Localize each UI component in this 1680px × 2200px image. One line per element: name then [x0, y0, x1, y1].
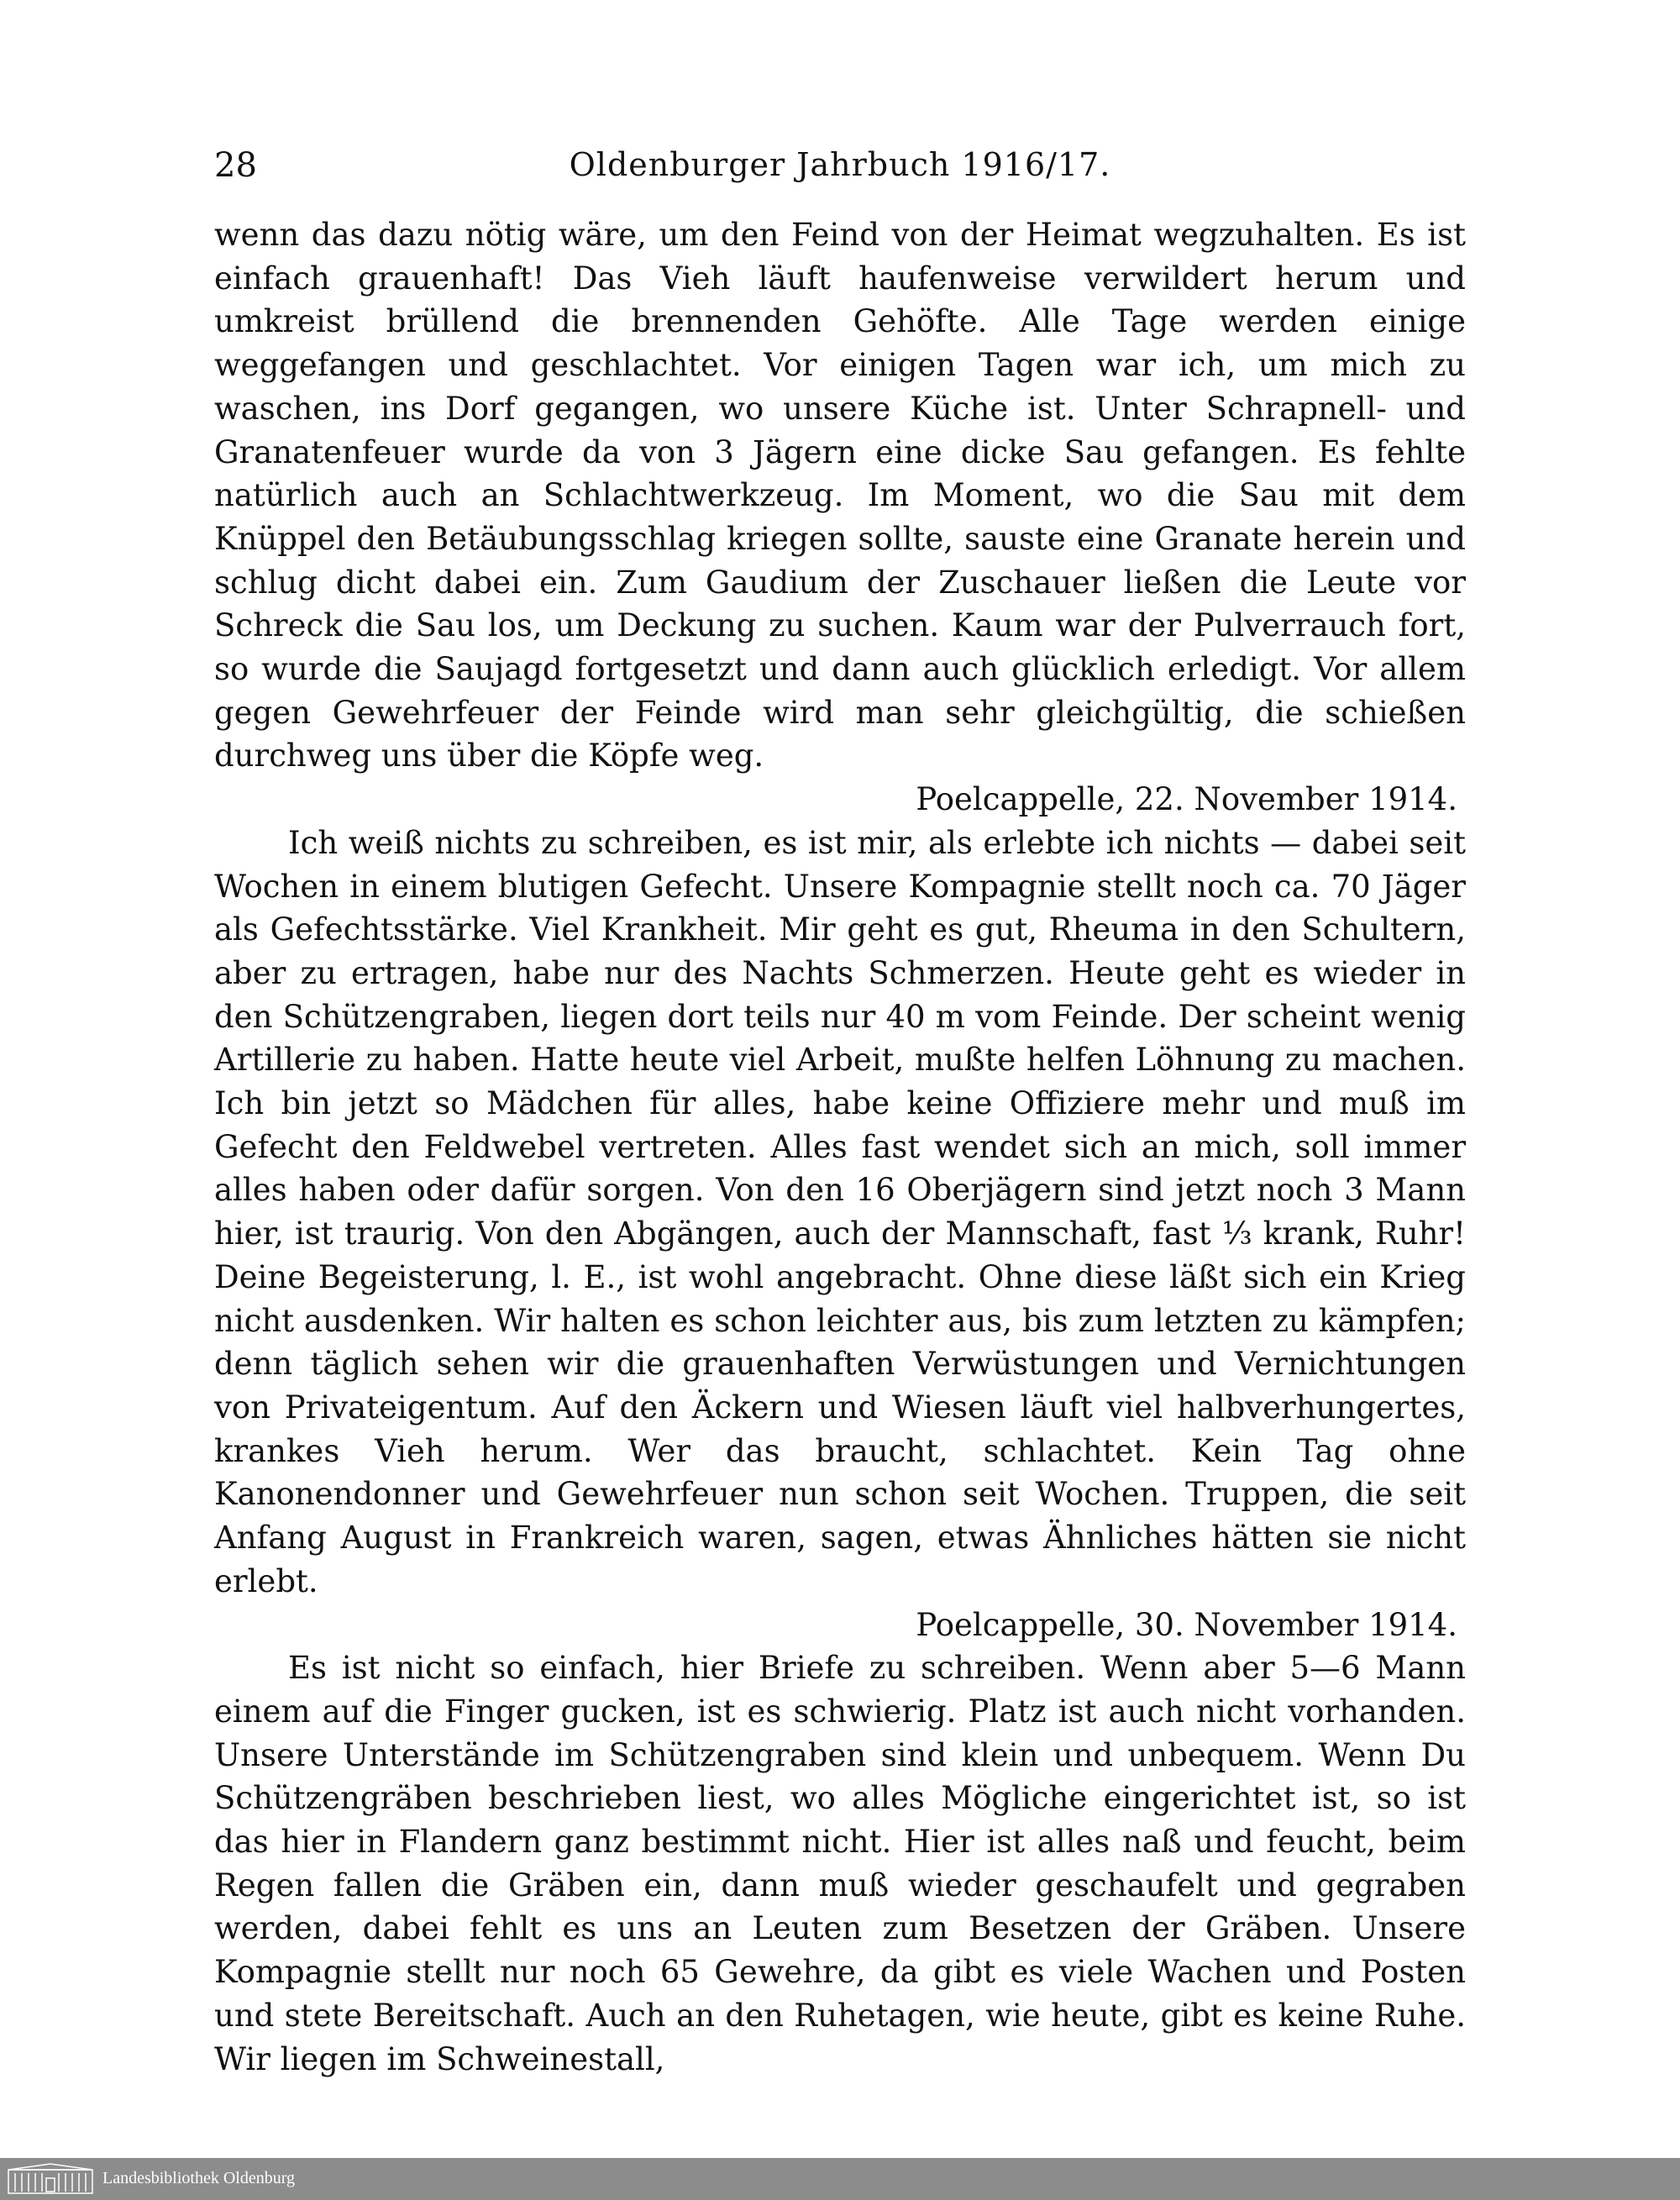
dateline-2: Poelcappelle, 30. November 1914.	[916, 1606, 1457, 1643]
body-text	[214, 213, 1466, 2081]
paragraph-1: wenn das dazu nötig wäre, um den Feind von der Heimat wegzuhalten. Es ist einfach grauenhaft! Das Vieh läuft haufenweise verwildert herum und umkreist brüllend die brennenden Gehöfte. Alle Tage werden einige weggefangen und geschlachtet. Vor einigen Tagen war ich, um mich zu waschen, ins Dorf gegangen, wo unsere Küche ist. Unter Schrapnell- und Granatenfeuer wurde da von 3 Jägern eine dicke Sau gefangen. Es fehlte natürlich auch an Schlachtwerkzeug. Im Moment, wo die Sau mit dem Knüppel den Betäubungsschlag kriegen sollte, sauste eine Granate herein und schlug dicht dabei ein. Zum Gaudium der Zuschauer ließen die Leute vor Schreck die Sau los, um Deckung zu suchen. Kaum war der Pulverrauch fort, so wurde die Saujagd fortgesetzt und dann auch glücklich erledigt. Vor allem gegen Gewehrfeuer der Feinde wird man sehr gleichgültig, die schießen durchweg uns über die Köpfe weg.	[214, 217, 1466, 774]
library-building-icon	[7, 2163, 94, 2195]
page-header	[214, 141, 1466, 192]
page-number: 28	[214, 146, 257, 185]
footer-library-name: Landesbibliothek Oldenburg	[102, 2169, 296, 2187]
dateline-1: Poelcappelle, 22. November 1914.	[916, 781, 1457, 818]
paragraph-3: Es ist nicht so einfach, hier Briefe zu schreiben. Wenn aber 5—6 Mann einem auf die Finger gucken, ist es schwierig. Platz ist auch nicht vorhanden. Unsere Unterstände im Schützengraben sind klein und unbequem. Wenn Du Schützengräben beschrieben liest, wo alles Mögliche eingerichtet ist, so ist das hier in Flandern ganz bestimmt nicht. Hier ist alles naß und feucht, beim Regen fallen die Gräben ein, dann muß wieder geschaufelt und gegraben werden, dabei fehlt es uns an Leuten zum Besetzen der Gräben. Unsere Kompagnie stellt nur noch 65 Gewehre, da gibt es viele Wachen und Posten und stete Bereitschaft. Auch an den Ruhetagen, wie heute, gibt es keine Ruhe. Wir liegen im Schweinestall,	[214, 1650, 1466, 2077]
footer-bar	[0, 2158, 1680, 2200]
running-head: Oldenburger Jahrbuch 1916/17.	[569, 146, 1111, 183]
paragraph-2: Ich weiß nichts zu schreiben, es ist mir, als erlebte ich nichts — dabei seit Wochen in einem blutigen Gefecht. Unsere Kompagnie stellt noch ca. 70 Jäger als Gefechtsstärke. Viel Krankheit. Mir geht es gut, Rheuma in den Schultern, aber zu ertragen, habe nur des Nachts Schmerzen. Heute geht es wieder in den Schützengraben, liegen dort teils nur 40 m vom Feinde. Der scheint wenig Artillerie zu haben. Hatte heute viel Arbeit, mußte helfen Löhnung zu machen. Ich bin jetzt so Mädchen für alles, habe keine Offiziere mehr und muß im Gefecht den Feldwebel vertreten. Alles fast wendet sich an mich, soll immer alles haben oder dafür sorgen. Von den 16 Oberjägern sind jetzt noch 3 Mann hier, ist traurig. Von den Abgängen, auch der Mannschaft, fast ⅓ krank, Ruhr! Deine Begeisterung, l. E., ist wohl angebracht. Ohne diese läßt sich ein Krieg nicht ausdenken. Wir halten es schon leichter aus, bis zum letzten zu kämpfen; denn täglich sehen wir die grauenhaften Verwüstungen und Vernichtungen von Privateigentum. Auf den Äckern und Wiesen läuft viel halbverhungertes, krankes Vieh herum. Wer das braucht, schlachtet. Kein Tag ohne Kanonendonner und Gewehrfeuer nun schon seit Wochen. Truppen, die seit Anfang August in Frankreich waren, sagen, etwas Ähnliches hätten sie nicht erlebt.	[214, 824, 1466, 1599]
